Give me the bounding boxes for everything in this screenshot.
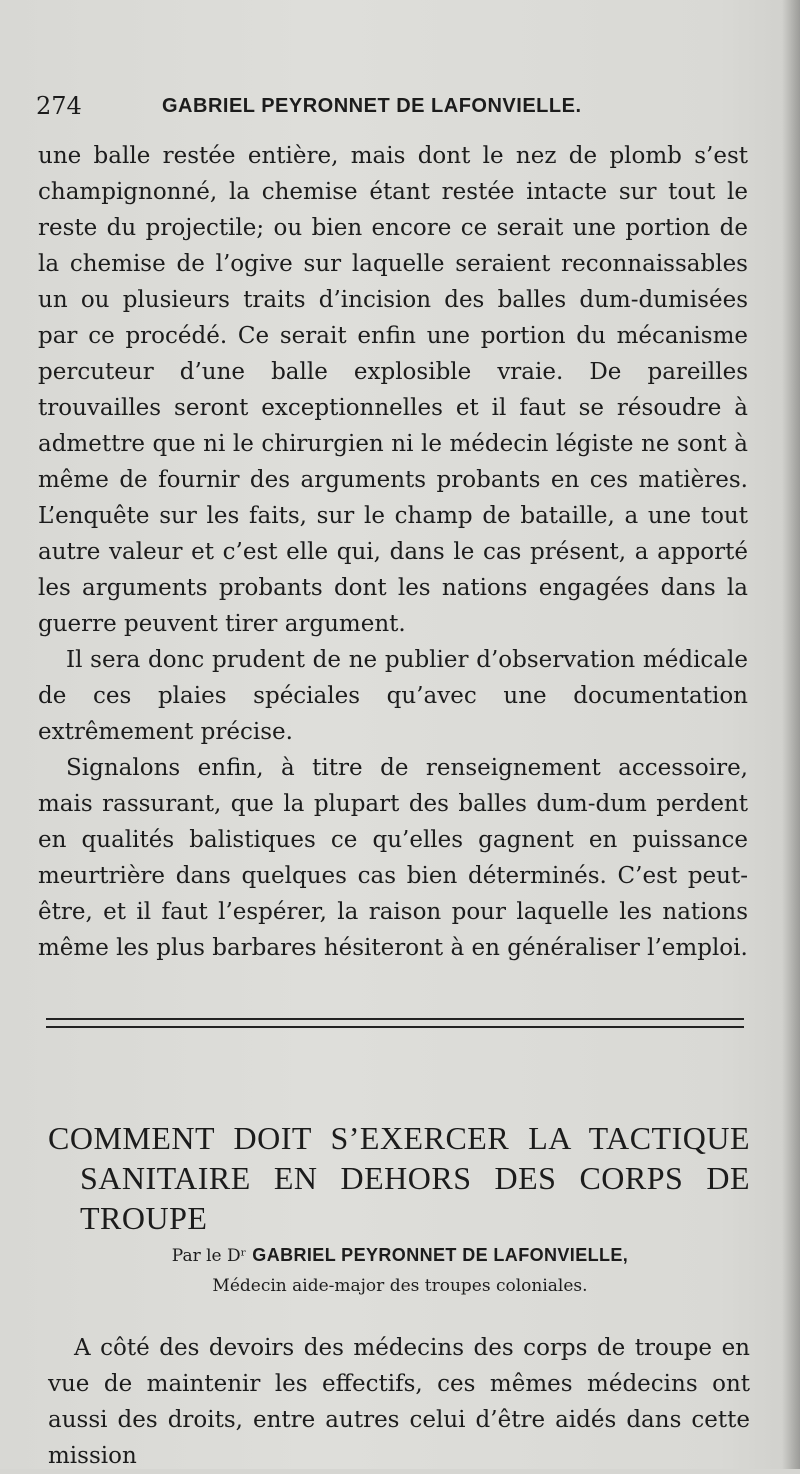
divider-rule-bottom xyxy=(46,1026,744,1028)
paragraph-conclusion: Signalons enfin, à titre de renseignement accessoire, mais rassurant, que la plupart des balles dum-dum perdent en qualités balistiques ce qu’elles gagnent en puissance meurtrière dans quelques cas bien déterminés. C’est peut-être, et il faut l’espérer, la raison pour laquelle les nations même les plus barbares hésiteront à en généraliser l’emploi. xyxy=(38,755,748,961)
page-number: 274 xyxy=(36,92,82,120)
section-divider xyxy=(46,1018,744,1032)
paragraph-publication-advice: Il sera donc prudent de ne publier d’observation médicale de ces plaies spéciales qu’avec une documentation extrêmement précise. xyxy=(38,647,748,745)
article-title-line-2: SANITAIRE EN DEHORS DES CORPS DE xyxy=(80,1160,750,1196)
article-title xyxy=(48,1118,750,1238)
previous-article-text xyxy=(38,138,748,966)
intro-paragraph: A côté des devoirs des médecins des corps de troupe en vue de maintenir les effectifs, ces mêmes médecins ont aussi des droits, entre autres celui d’être aidés dans cette mission xyxy=(48,1335,750,1469)
author-affiliation: Médecin aide-major des troupes coloniales. xyxy=(212,1276,588,1296)
byline xyxy=(0,1245,800,1266)
article-title-line-1: COMMENT DOIT S’EXERCER LA TACTIQUE xyxy=(48,1120,750,1156)
byline-author: GABRIEL PEYRONNET DE LAFONVIELLE, xyxy=(252,1245,629,1265)
running-head: GABRIEL PEYRONNET DE LAFONVIELLE. xyxy=(162,95,582,117)
page-header xyxy=(36,92,766,128)
divider-rule-top xyxy=(46,1018,744,1020)
article-title-line-3: TROUPE xyxy=(80,1200,208,1236)
byline-prefix: Par le Dʳ xyxy=(171,1246,247,1266)
article-intro xyxy=(48,1330,750,1474)
paragraph-continuation: une balle restée entière, mais dont le nez de plomb s’est champignonné, la chemise étant restée intacte sur tout le reste du projectile; ou bien encore ce serait une portion de la chemise de l’ogive sur laquelle seraient reconnaissables un ou plusieurs traits d’incision des balles dum-dumisées par ce procédé. Ce serait enfin une portion du mécanisme percuteur d’une balle explosible vraie. De pareilles trouvailles seront exceptionnelles et il faut se résoudre à admettre que ni le chirurgien ni le médecin légiste ne sont à même de fournir des arguments probants en ces matières. L’enquête sur les faits, sur le champ de bataille, a une tout autre valeur et c’est elle qui, dans le cas présent, a apporté les arguments probants dont les nations engagées dans la guerre peuvent tirer argument. xyxy=(38,143,748,637)
